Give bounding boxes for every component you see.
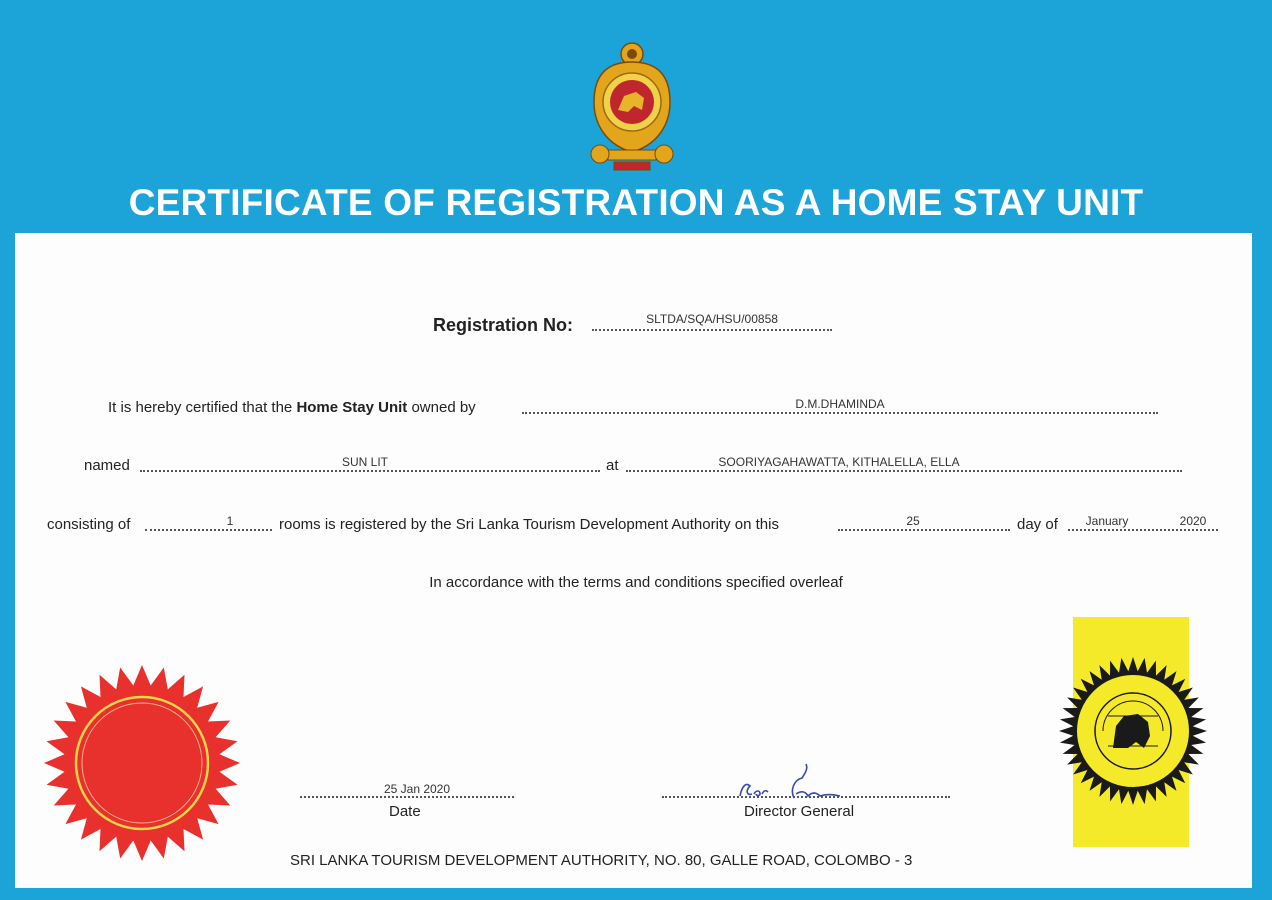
registration-number: SLTDA/SQA/HSU/00858 [646,312,778,326]
owner-name: D.M.DHAMINDA [795,397,885,411]
red-seal-icon [42,663,242,863]
certified-sentence [108,399,476,416]
registration-day: 25 [906,514,920,528]
home-stay-unit-label: Home Stay Unit [296,399,408,416]
at-label: at [606,457,619,474]
rooms-dotted-line [145,529,272,531]
certificate-title: CERTIFICATE OF REGISTRATION AS A HOME STAY UNIT [128,182,1144,223]
date-dotted-line [300,796,514,798]
owned-by-label: owned by [411,399,476,416]
authority-address: SRI LANKA TOURISM DEVELOPMENT AUTHORITY, NO. 80, GALLE ROAD, COLOMBO - 3 [290,852,913,869]
registration-label: Registration No: [433,315,574,335]
national-emblem-icon [584,40,680,174]
consisting-of-label: consisting of [47,516,131,533]
registration-year: 2020 [1179,514,1207,528]
unit-address: SOORIYAGAHAWATTA, KITHALELLA, ELLA [718,455,960,469]
name-dotted-line [140,470,600,472]
registration-month: January [1085,514,1129,528]
handwritten-signature-icon [736,760,848,804]
unit-name: SUN LIT [341,455,388,469]
day-of-label: day of [1017,516,1058,533]
registration-dotted-line [592,329,832,331]
named-label: named [84,457,130,474]
date-label: Date [389,803,421,820]
month-dotted-line [1068,529,1218,531]
registered-text: rooms is registered by the Sri Lanka Tourism Development Authority on this [279,516,779,533]
director-general-label: Director General [744,803,855,820]
signature-date: 25 Jan 2020 [383,782,451,796]
owner-dotted-line [522,412,1158,414]
sltda-seal-icon [1058,656,1208,806]
terms-statement: In accordance with the terms and conditions specified overleaf [429,574,843,591]
certified-prefix: It is hereby certified that the [108,399,293,416]
rooms-count: 1 [226,514,234,528]
address-dotted-line [626,470,1182,472]
day-dotted-line [838,529,1010,531]
